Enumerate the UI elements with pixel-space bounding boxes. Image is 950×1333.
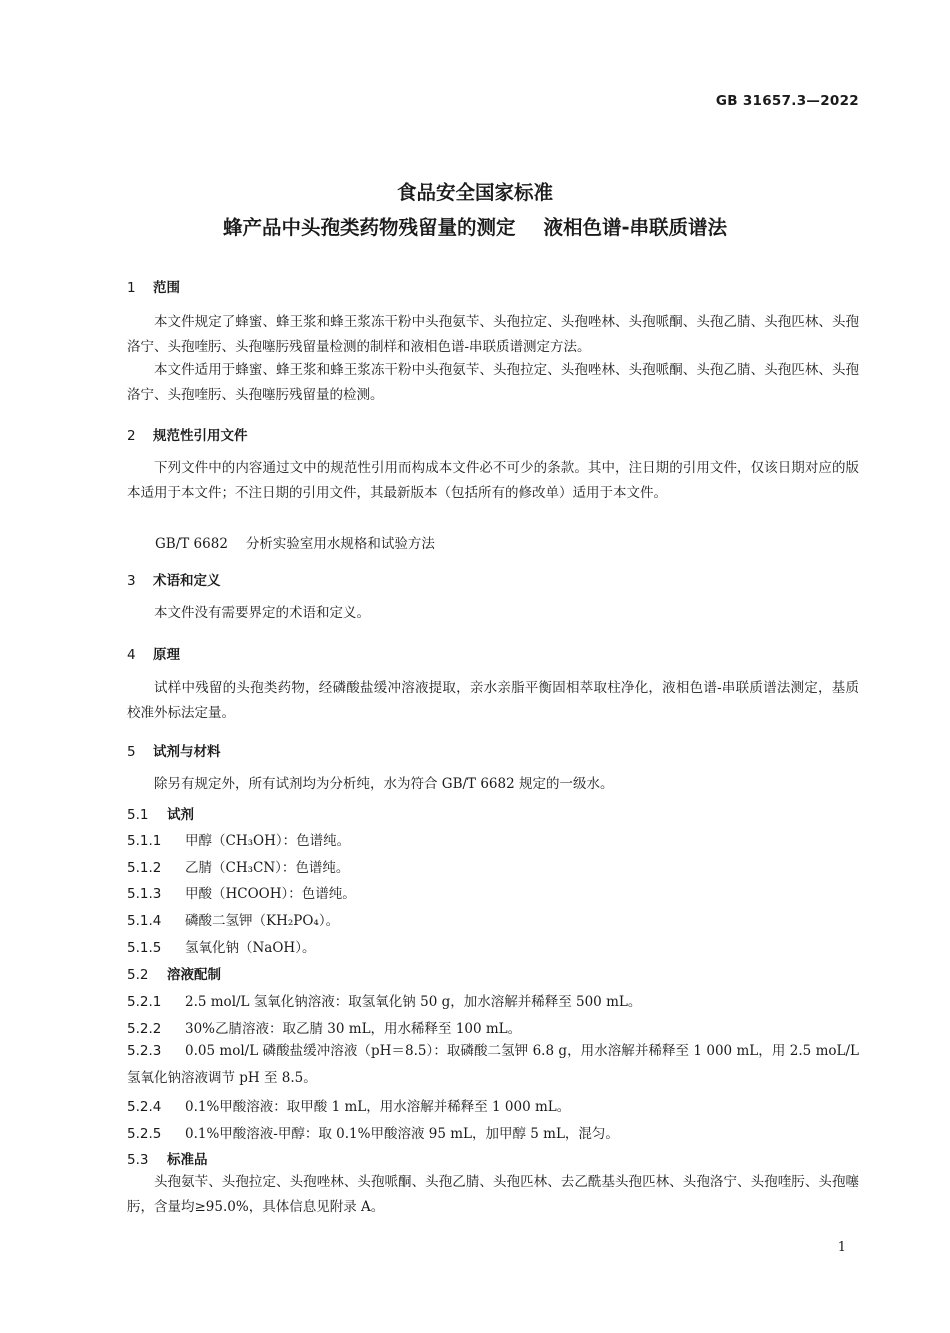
page-number: 1 [837, 1240, 846, 1255]
section-5-3-paragraph: 头孢氨苄、头孢拉定、头孢唑林、头孢哌酮、头孢乙腈、头孢匹林、去乙酰基头孢匹林、头孢洛宁、头孢喹肟、头孢噻肟，含量均≥95.0%，具体信息见附录 A。 [127, 1174, 859, 1215]
item-5-2-2: 5.2.2 30%乙腈溶液：取乙腈 30 mL，用水稀释至 100 mL。 [127, 1021, 522, 1037]
section-5-paragraph-1: 除另有规定外，所有试剂均为分析纯，水为符合 GB/T 6682 规定的一级水。 [154, 776, 614, 792]
section-1-paragraph-2: 本文件适用于蜂蜜、蜂王浆和蜂王浆冻干粉中头孢氨苄、头孢拉定、头孢唑林、头孢哌酮、头孢乙腈、头孢匹林、头孢洛宁、头孢喹肟、头孢噻肟残留量的检测。 [127, 362, 859, 403]
subtitle-part-b: 液相色谱-串联质谱法 [543, 216, 728, 239]
section-3-heading: 3 术语和定义 [127, 573, 221, 589]
section-2-heading: 2 规范性引用文件 [127, 428, 248, 444]
normative-reference [155, 532, 435, 552]
item-5-2-3: 5.2.3 0.05 mol/L 磷酸盐缓冲溶液（pH＝8.5）：取磷酸二氢钾 6.8 g，用水溶解并稀释至 1 000 mL，用 2.5 moL/L 氢氧化钠溶液调节 pH 至 8.5。 [127, 1043, 859, 1086]
section-1-heading: 1 范围 [127, 280, 180, 296]
item-5-1-4: 5.1.4 磷酸二氢钾（KH₂PO₄）。 [127, 913, 340, 929]
item-5-1-2: 5.1.2 乙腈（CH₃CN）：色谱纯。 [127, 860, 350, 876]
reference-code: GB/T 6682 [155, 536, 228, 552]
section-5-heading: 5 试剂与材料 [127, 744, 221, 760]
item-5-2-5: 5.2.5 0.1%甲酸溶液-甲醇：取 0.1%甲酸溶液 95 mL，加甲醇 5 mL，混匀。 [127, 1126, 619, 1142]
section-4-paragraph-1: 试样中残留的头孢类药物，经磷酸盐缓冲溶液提取，亲水亲脂平衡固相萃取柱净化，液相色谱-串联质谱法测定，基质校准外标法定量。 [127, 680, 859, 721]
section-5-1-heading: 5.1 试剂 [127, 807, 194, 823]
section-5-2-heading: 5.2 溶液配制 [127, 967, 221, 983]
document-subtitle [0, 212, 950, 240]
section-2-paragraph-1: 下列文件中的内容通过文中的规范性引用而构成本文件必不可少的条款。其中，注日期的引用文件，仅该日期对应的版本适用于本文件；不注日期的引用文件，其最新版本（包括所有的修改单）适用于本文件。 [127, 460, 859, 501]
item-5-2-4: 5.2.4 0.1%甲酸溶液：取甲酸 1 mL，用水溶解并稀释至 1 000 mL。 [127, 1099, 571, 1115]
item-5-2-1: 5.2.1 2.5 mol/L 氢氧化钠溶液：取氢氧化钠 50 g，加水溶解并稀释至 500 mL。 [127, 994, 642, 1010]
item-5-1-5: 5.1.5 氢氧化钠（NaOH）。 [127, 940, 316, 956]
subtitle-part-a: 蜂产品中头孢类药物残留量的测定 [222, 216, 516, 239]
standard-code: GB 31657.3—2022 [715, 93, 859, 109]
section-3-paragraph-1: 本文件没有需要界定的术语和定义。 [154, 605, 370, 621]
item-5-1-1: 5.1.1 甲醇（CH₃OH）：色谱纯。 [127, 833, 351, 849]
section-4-heading: 4 原理 [127, 647, 180, 663]
section-1-paragraph-1: 本文件规定了蜂蜜、蜂王浆和蜂王浆冻干粉中头孢氨苄、头孢拉定、头孢唑林、头孢哌酮、头孢乙腈、头孢匹林、头孢洛宁、头孢喹肟、头孢噻肟残留量检测的制样和液相色谱-串联质谱测定方法。 [127, 314, 859, 355]
item-5-1-3: 5.1.3 甲酸（HCOOH）：色谱纯。 [127, 886, 356, 902]
document-title: 食品安全国家标准 [396, 181, 553, 204]
reference-title: 分析实验室用水规格和试验方法 [245, 536, 435, 552]
section-5-3-heading: 5.3 标准品 [127, 1152, 208, 1168]
